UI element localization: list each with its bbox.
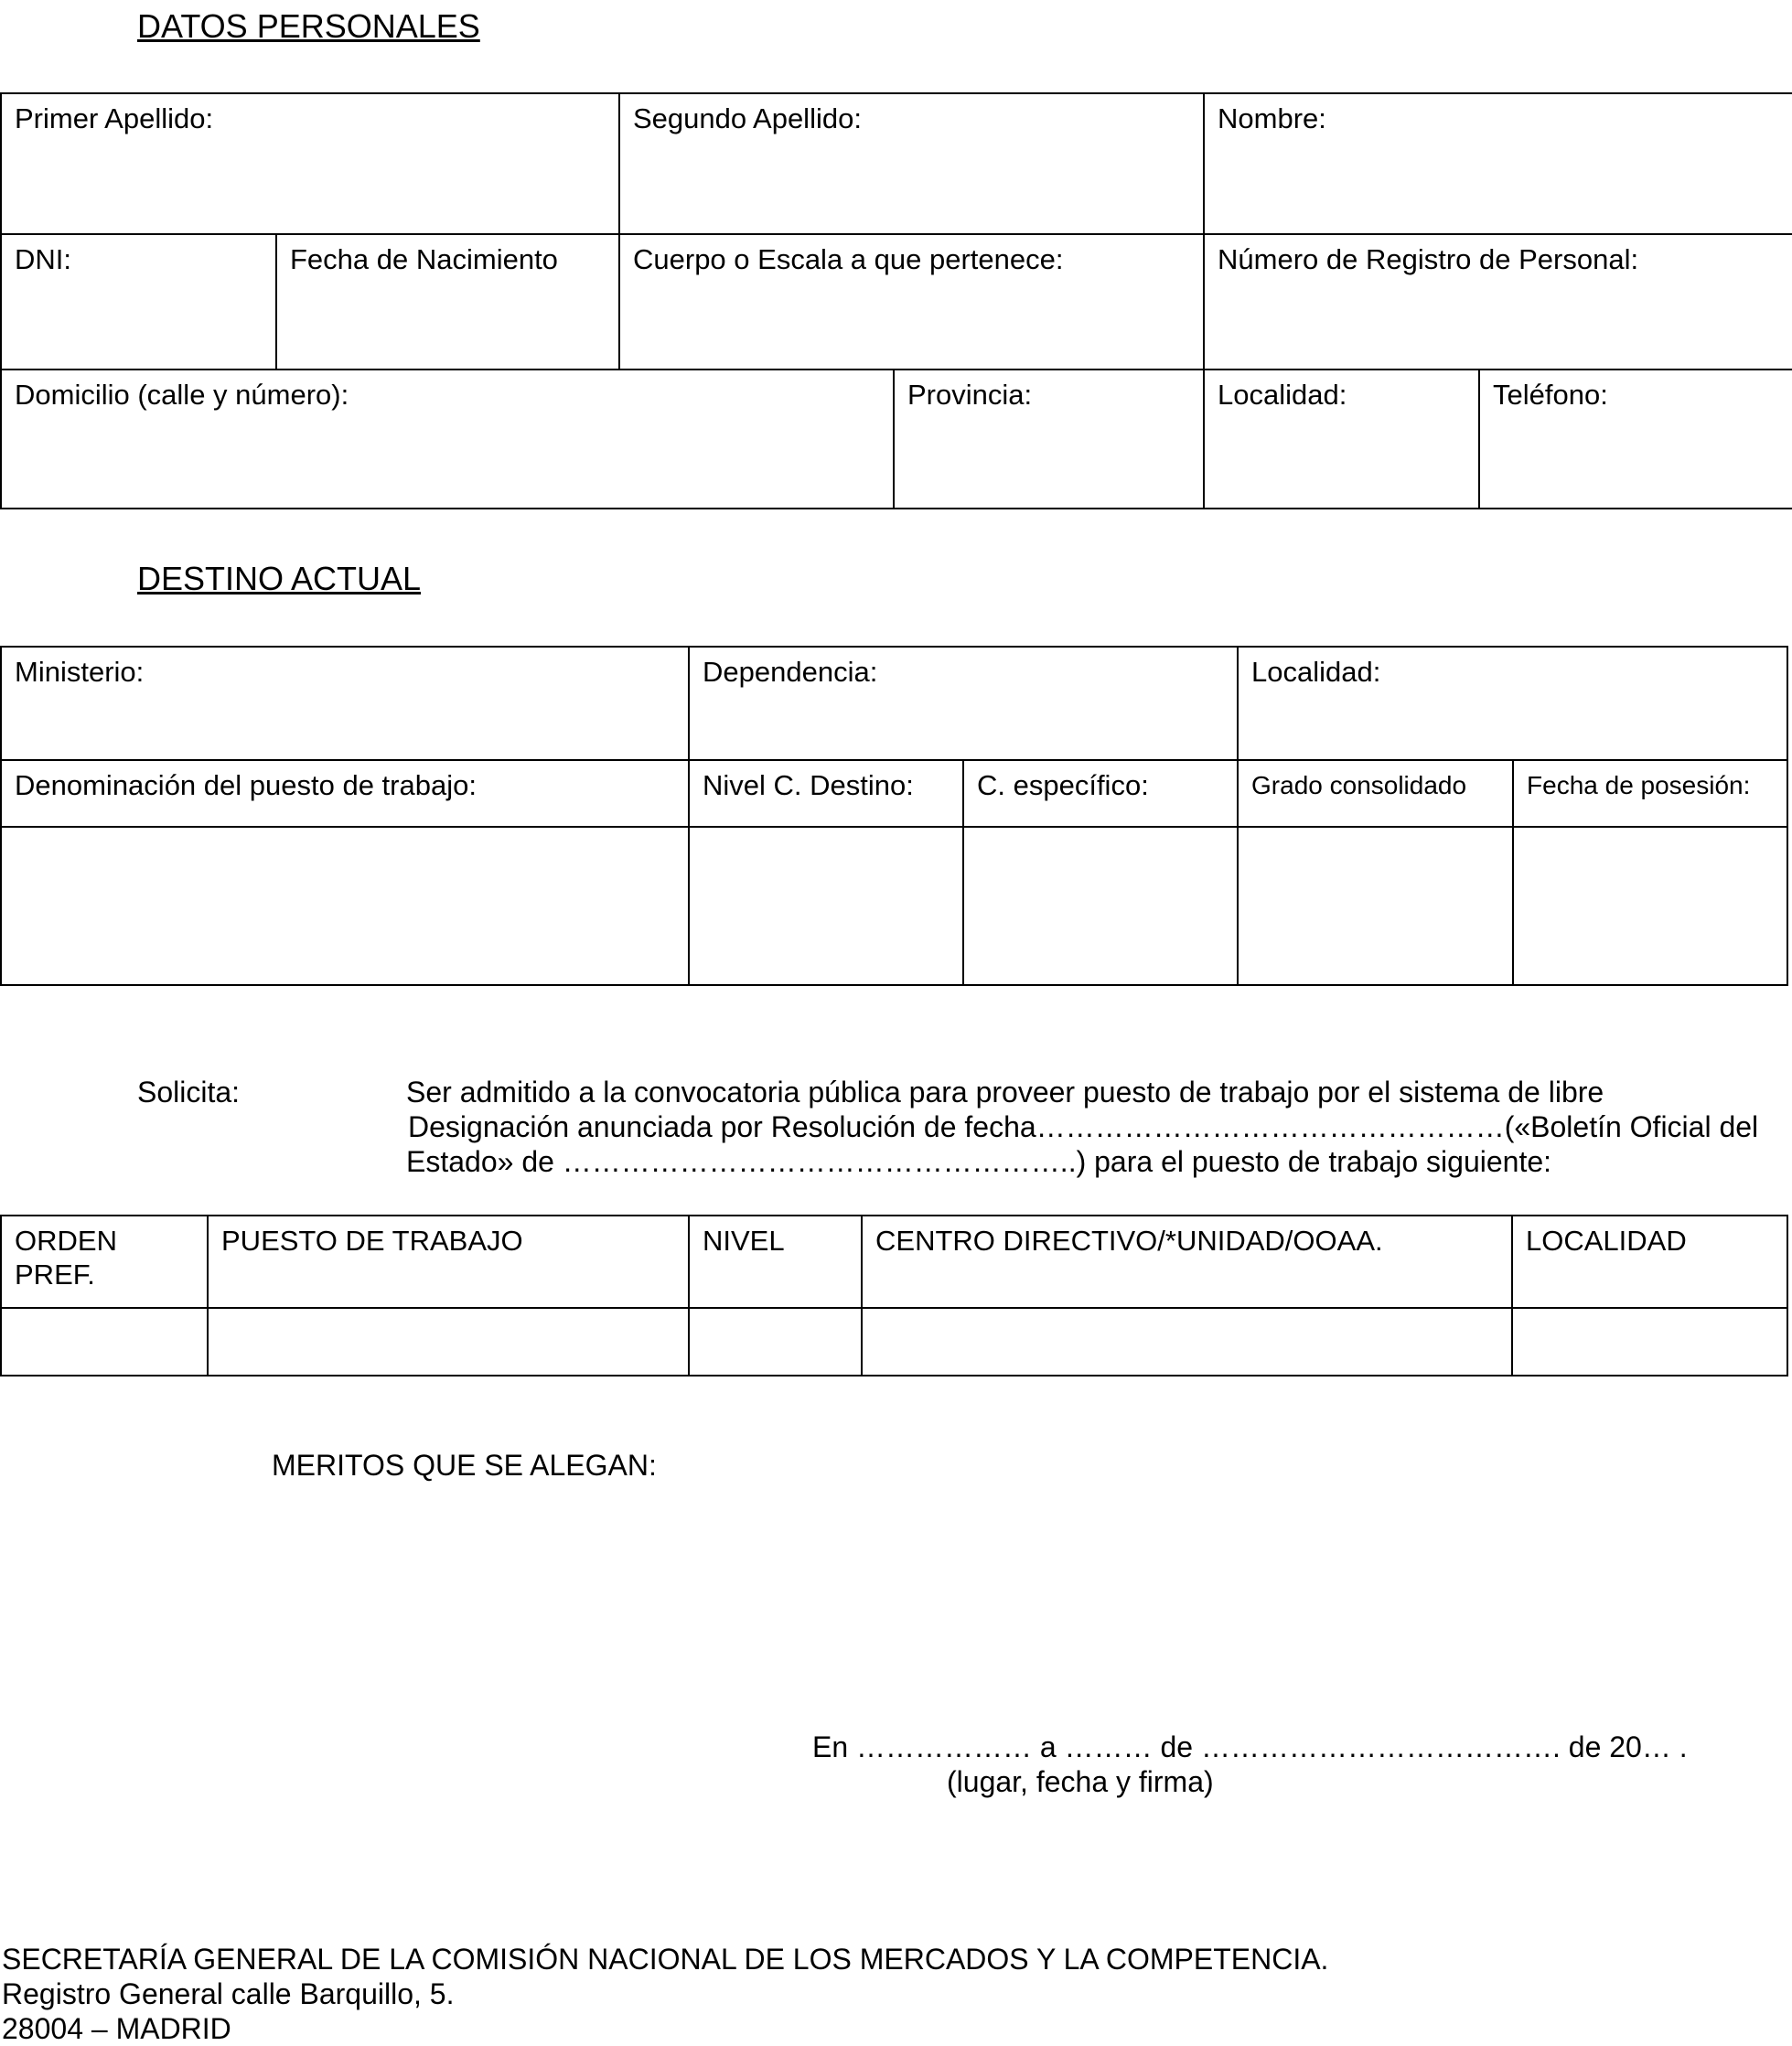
footer-line-3: 28004 – MADRID [2,2012,231,2045]
ministerio-label: Ministerio: [15,656,145,688]
solicita-line-3: Estado» de ……………………………………………..) para el puesto de trabajo siguiente: [406,1145,1552,1178]
puestos-localidad-input[interactable] [1512,1308,1787,1376]
section-title-datos-personales: DATOS PERSONALES [137,7,480,45]
nivel-destino-label: Nivel C. Destino: [703,769,914,801]
provincia-field[interactable] [894,370,1204,509]
footer-line-2: Registro General calle Barquillo, 5. [2,1977,455,2010]
meritos-label: MERITOS QUE SE ALEGAN: [272,1449,657,1482]
solicita-line-2: Designación anunciada por Resolución de fecha…………………………………………(«Boletín Oficial del [408,1110,1759,1143]
cuerpo-escala-field[interactable] [619,234,1204,370]
nombre-field[interactable] [1204,93,1792,234]
nivel-destino-input[interactable] [689,827,963,985]
dni-label: DNI: [15,243,71,275]
solicita-label: Solicita: [137,1076,241,1109]
orden-pref-label: ORDEN PREF. [15,1225,117,1291]
domicilio-field[interactable] [1,370,894,509]
telefono-field[interactable] [1479,370,1792,509]
orden-pref-header [1,1216,208,1308]
firma-sub: (lugar, fecha y firma) [947,1765,1214,1798]
denominacion-label: Denominación del puesto de trabajo: [15,769,477,801]
denominacion-header [1,760,689,827]
fecha-posesion-label: Fecha de posesión: [1527,771,1751,799]
destino-actual-table [0,646,1788,986]
orden-pref-input[interactable] [1,1308,208,1376]
grado-input[interactable] [1238,827,1513,985]
segundo-apellido-label: Segundo Apellido: [633,102,862,134]
section-title-destino-actual: DESTINO ACTUAL [137,560,422,597]
datos-personales-table [0,92,1792,509]
nivel-destino-header [689,760,963,827]
centro-directivo-label: CENTRO DIRECTIVO/*UNIDAD/OOAA. [875,1225,1383,1257]
fecha-posesion-input[interactable] [1513,827,1787,985]
c-especifico-input[interactable] [963,827,1238,985]
dependencia-field[interactable] [689,647,1238,760]
nivel-header [689,1216,862,1308]
domicilio-label: Domicilio (calle y número): [15,379,349,411]
localidad-label: Localidad: [1218,379,1347,411]
numero-registro-label: Número de Registro de Personal: [1218,243,1639,275]
primer-apellido-field[interactable] [1,93,619,234]
localidad-field[interactable] [1204,370,1479,509]
puesto-header [208,1216,689,1308]
dni-field[interactable] [1,234,276,370]
primer-apellido-label: Primer Apellido: [15,102,214,134]
footer-line-1: SECRETARÍA GENERAL DE LA COMISIÓN NACIONAL DE LOS MERCADOS Y LA COMPETENCIA. [2,1943,1329,1976]
grado-header [1238,760,1513,827]
nombre-label: Nombre: [1218,102,1326,134]
puestos-localidad-label: LOCALIDAD [1526,1225,1687,1257]
segundo-apellido-field[interactable] [619,93,1204,234]
cuerpo-escala-label: Cuerpo o Escala a que pertenece: [633,243,1064,275]
telefono-label: Teléfono: [1493,379,1608,411]
puesto-label: PUESTO DE TRABAJO [221,1225,523,1257]
solicita-line-1: Ser admitido a la convocatoria pública para proveer puesto de trabajo por el sistema de libre [406,1076,1604,1109]
fecha-posesion-header [1513,760,1787,827]
nivel-label: NIVEL [703,1225,785,1257]
puestos-table [0,1215,1788,1376]
dependencia-label: Dependencia: [703,656,878,688]
puesto-input[interactable] [208,1308,689,1376]
nivel-input[interactable] [689,1308,862,1376]
firma-line: En ……………… a ……… de ………………………………. de 20… . [812,1730,1688,1763]
destino-localidad-field[interactable] [1238,647,1787,760]
numero-registro-field[interactable] [1204,234,1792,370]
puestos-localidad-header [1512,1216,1787,1308]
denominacion-input[interactable] [1,827,689,985]
centro-directivo-input[interactable] [862,1308,1512,1376]
destino-localidad-label: Localidad: [1251,656,1381,688]
fecha-nacimiento-label: Fecha de Nacimiento [290,243,558,275]
c-especifico-label: C. específico: [977,769,1149,801]
provincia-label: Provincia: [907,379,1033,411]
grado-label: Grado consolidado [1251,771,1467,799]
centro-directivo-header [862,1216,1512,1308]
ministerio-field[interactable] [1,647,689,760]
fecha-nacimiento-field[interactable] [276,234,619,370]
c-especifico-header [963,760,1238,827]
meritos-area[interactable] [0,1491,1787,1710]
